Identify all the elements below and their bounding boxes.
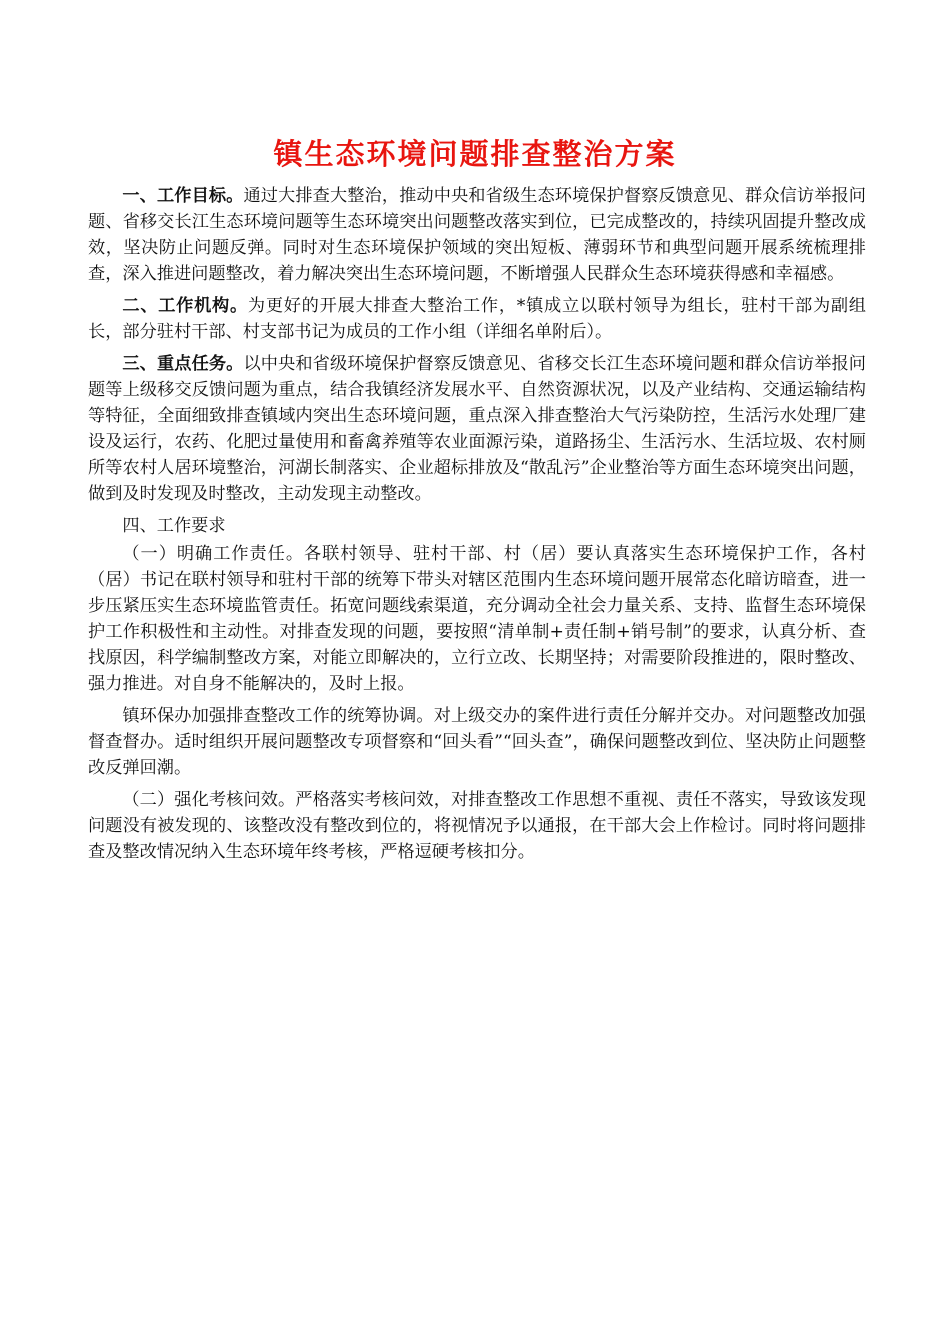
section-heading: 三、重点任务。 <box>122 354 244 374</box>
section-heading: 一、工作目标。 <box>122 186 244 206</box>
requirement-coordination: 镇环保办加强排查整改工作的统筹协调。对上级交办的案件进行责任分解并交办。对问题整改加强督查督办。适时组织开展问题整改专项督察和“回头看”“回头查”，确保问题整改到位、坚决防止问题整改反弹回潮。 <box>88 706 866 778</box>
section-key-tasks <box>88 351 866 507</box>
section-text: 为更好的开展大排查大整治工作，*镇成立以联村领导为组长，驻村干部为副组长，部分驻村干部、村支部书记为成员的工作小组（详细名单附后）。 <box>88 296 866 342</box>
requirement-clarify-responsibility: （一）明确工作责任。各联村领导、驻村干部、村（居）要认真落实生态环境保护工作，各村（居）书记在联村领导和驻村干部的统筹下带头对辖区范围内生态环境问题开展常态化暗访暗查，进一步压紧压实生态环境监管责任。拓宽问题线索渠道，充分调动全社会力量关系、支持、监督生态环境保护工作积极性和主动性。对排查发现的问题，要按照“清单制+责任制+销号制”的要求，认真分析、查找原因，科学编制整改方案，对能立即解决的，立行立改、长期坚持；对需要阶段推进的，限时整改、强力推进。对自身不能解决的，及时上报。 <box>88 544 866 694</box>
document-body <box>88 183 866 868</box>
section-work-goal <box>88 183 866 287</box>
section-text: 通过大排查大整治，推动中央和省级生态环境保护督察反馈意见、群众信访举报问题、省移交长江生态环境问题等生态环境突出问题整改落实到位，已完成整改的，持续巩固提升整改成效，坚决防止问题反弹。同时对生态环境保护领域的突出短板、薄弱环节和典型问题开展系统梳理排查，深入推进问题整改，着力解决突出生态环境问题，不断增强人民群众生态环境获得感和幸福感。 <box>88 186 866 284</box>
requirement-assessment: （二）强化考核问效。严格落实考核问效，对排查整改工作思想不重视、责任不落实，导致该发现问题没有被发现的、该整改没有整改到位的，将视情况予以通报，在干部大会上作检讨。同时将问题排查及整改情况纳入生态环境年终考核，严格逗硬考核扣分。 <box>88 790 866 862</box>
section-work-organization <box>88 293 866 345</box>
document-title: 镇生态环境问题排查整治方案 <box>273 137 677 171</box>
section-heading: 二、工作机构。 <box>122 296 248 316</box>
section-text: 以中央和省级环境保护督察反馈意见、省移交长江生态环境问题和群众信访举报问题等上级移交反馈问题为重点，结合我镇经济发展水平、自然资源状况，以及产业结构、交通运输结构等特征，全面细致排查镇域内突出生态环境问题，重点深入排查整治大气污染防控，生活污水处理厂建设及运行，农药、化肥过量使用和畜禽养殖等农业面源污染，道路扬尘、生活污水、生活垃圾、农村厕所等农村人居环境整治，河湖长制落实、企业超标排放及“散乱污”企业整治等方面生态环境突出问题，做到及时发现及时整改，主动发现主动整改。 <box>88 354 866 504</box>
section-requirements-heading: 四、工作要求 <box>122 516 226 536</box>
